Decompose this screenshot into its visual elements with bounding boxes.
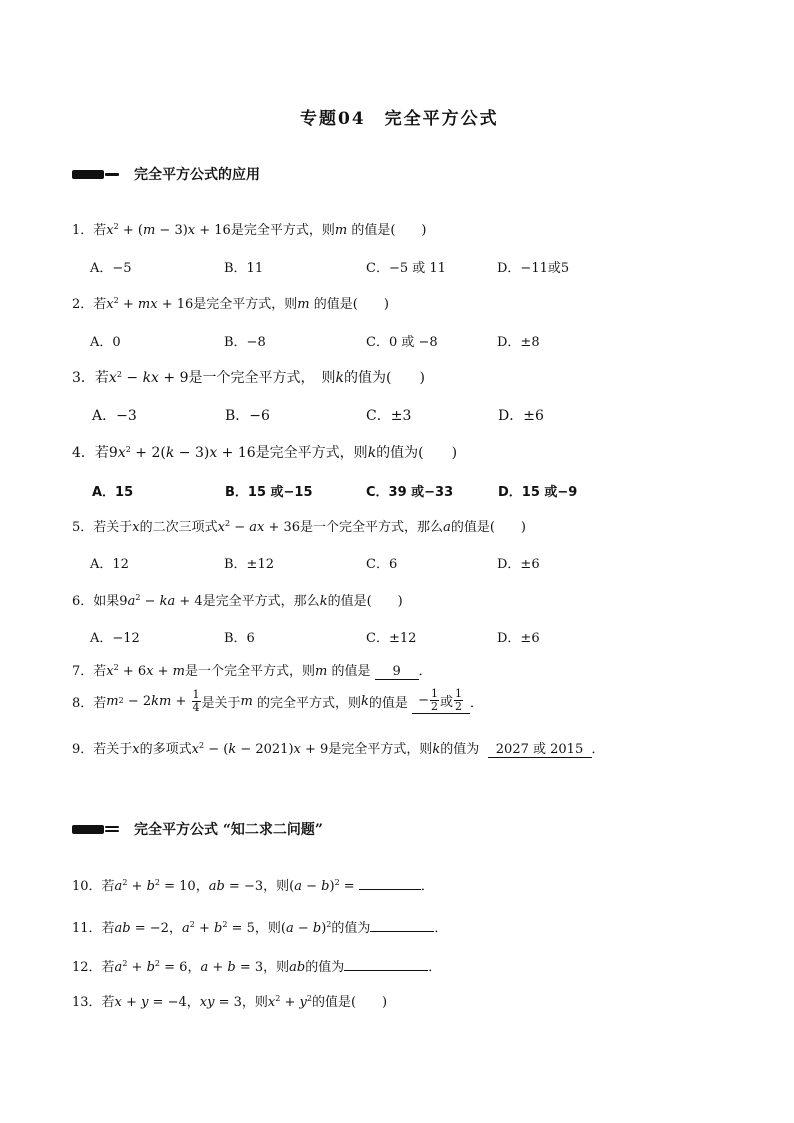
q1-option-a[interactable]: A．−5 <box>90 261 132 276</box>
question-1: 1．若$x^2 + (m - 3)x + 16$是完全平方式，则m 的值是( ) <box>72 222 427 238</box>
q5-option-b[interactable]: B．±12 <box>224 557 274 572</box>
question-12: 12．若$a^2 + b^2 = 6$，a + b = 3，则ab的值为 ． <box>72 959 442 975</box>
question-2: 2．若$x^2$ + mx + 16是完全平方式，则m 的值是( ) <box>72 296 389 312</box>
section-badge-icon <box>72 823 120 835</box>
q1-option-b[interactable]: B．11 <box>224 261 264 276</box>
q8-fraction: $\frac{1}{4}$ <box>192 687 200 714</box>
q3-option-d[interactable]: D．±6 <box>498 408 544 424</box>
q1-option-d[interactable]: D．−11或5 <box>497 261 570 276</box>
q6-option-c[interactable]: C．±12 <box>366 631 417 646</box>
q9-answer: 2027 或 2015 <box>488 743 592 758</box>
q11-answer-blank[interactable] <box>370 931 434 932</box>
q6-option-a[interactable]: A．−12 <box>90 631 140 646</box>
q2-option-a[interactable]: A．0 <box>90 335 121 350</box>
question-7: 7．若$x^2 + 6x + m$是一个完全平方式，则m 的值是 9 ． <box>72 663 432 679</box>
section-heading-1: 完全平方公式的应用 <box>72 164 260 184</box>
q6-option-b[interactable]: B．6 <box>224 631 255 646</box>
question-8: 8．若 m 2 − 2 km + $\frac{1}{4}$ 是关于 m 的完全平方式，则 k 的值是 − $\frac{1}{2}$ 或 $\frac{1}{2}$ ． <box>72 687 484 714</box>
q2-option-d[interactable]: D．±8 <box>497 335 540 350</box>
q8-answer: − $\frac{1}{2}$ 或 $\frac{1}{2}$ <box>412 688 470 714</box>
q3-option-b[interactable]: B．−6 <box>225 408 270 424</box>
question-13: 13．若x + y = −4，xy = 3，则$x^2 + y^2$的值是( ) <box>72 994 388 1010</box>
section-heading-2: 完全平方公式 “知二求二问题” <box>72 819 323 839</box>
q5-option-c[interactable]: C．6 <box>366 557 398 572</box>
question-4: 4．若$9x^2 + 2(k - 3)x + 16$是完全平方式，则k的值为( ) <box>72 445 458 461</box>
q4-option-b[interactable]: B．15 或−15 <box>225 485 313 500</box>
q2-option-c[interactable]: C．0 或 −8 <box>366 335 438 350</box>
q4-option-a[interactable]: A．15 <box>92 485 134 500</box>
q7-answer: 9 <box>375 665 419 680</box>
q3-option-a[interactable]: A．−3 <box>92 408 137 424</box>
q5-option-d[interactable]: D．±6 <box>497 557 540 572</box>
q6-option-d[interactable]: D．±6 <box>497 631 540 646</box>
q10-answer-blank[interactable] <box>359 889 421 890</box>
q5-option-a[interactable]: A．12 <box>90 557 129 572</box>
q2-option-b[interactable]: B．−8 <box>224 335 266 350</box>
question-5: 5．若关于x的二次三项式$x^2$ − ax + 36是一个完全平方式，那么a的值是( ) <box>72 519 526 535</box>
q4-option-c[interactable]: C．39 或−33 <box>366 485 454 500</box>
q3-option-c[interactable]: C．±3 <box>366 408 412 424</box>
q12-answer-blank[interactable] <box>344 970 428 971</box>
page-title: 专题04 完全平方公式 <box>300 109 499 129</box>
question-6: 6．如果$9a^2$ − ka + 4是完全平方式，那么k的值是( ) <box>72 593 403 609</box>
q1-option-c[interactable]: C．−5 或 11 <box>366 261 446 276</box>
question-3: 3．若$x^2$ − kx + 9是一个完全平方式， 则k的值为( ) <box>72 370 425 386</box>
question-11: 11．若ab = −2，$a^2 + b^2 = 5$，则$(a - b)^2$的值为 ． <box>72 920 448 936</box>
question-10: 10．若$a^2 + b^2 = 10$，ab = −3，则$(a - b)^2$ = ． <box>72 878 434 894</box>
section-badge-icon <box>72 168 120 180</box>
question-9: 9．若关于x的多项式$x^2 - (k - 2021)x + 9$是完全平方式，则k的值为 2027 或 2015 ． <box>72 741 605 757</box>
q4-option-d[interactable]: D．15 或−9 <box>498 485 578 500</box>
